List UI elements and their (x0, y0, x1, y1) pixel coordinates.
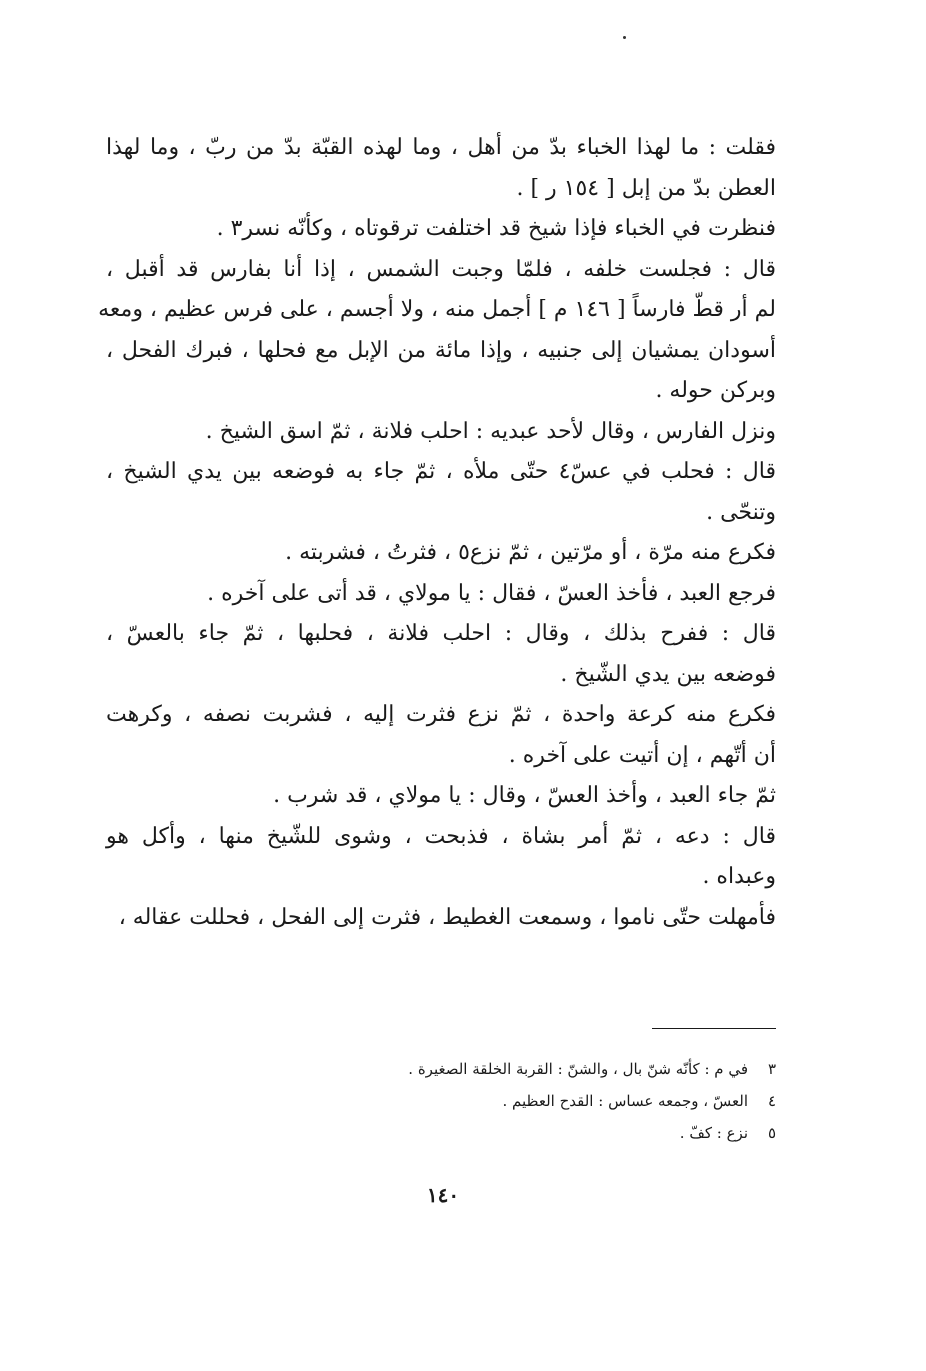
footnote (106, 1085, 776, 1117)
text-line: فنظرت في الخباء فإذا شيخ قد اختلفت ترقوتاه ، وكأنّه نسر٣ . (216, 216, 776, 241)
footnote-number: ٥ (767, 1124, 776, 1142)
footnote-text: نزع : كفّ . (679, 1124, 748, 1142)
text-line: العطن بدّ من إبل [ ١٥٤ ر ] . (516, 175, 776, 201)
text-line: قال : ففرح بذلك ، وقال : احلب فلانة ، فحلبها ، ثمّ جاء بالعسّ ، (106, 621, 776, 646)
text-line: لم أر قطّ فارساً [ ١٤٦ م ] أجمل منه ، ولا أجسم ، على فرس عظيم ، ومعه (98, 297, 776, 322)
text-line: وبركن حوله . (655, 378, 776, 403)
text-line: ونزل الفارس ، وقال لأحد عبديه : احلب فلانة ، ثمّ اسق الشيخ . (205, 418, 776, 444)
footnote (106, 1053, 776, 1085)
text-line: أسودان يمشيان إلى جنبيه ، وإذا مائة من الإبل مع فحلها ، فبرك الفحل ، (106, 337, 776, 363)
footnotes (106, 1053, 776, 1149)
text-line: فوضعه بين يدي الشّيخ . (560, 661, 776, 687)
footnote-text: العسّ ، وجمعه عساس : القدح العظيم . (502, 1092, 748, 1110)
footnote-number: ٤ (767, 1092, 776, 1110)
text-line: قال : فحلب في عسّ٤ حتّى ملأه ، ثمّ جاء به فوضعه بين يدي الشيخ ، (106, 459, 776, 484)
text-line: قال : دعه ، ثمّ أمر بشاة ، فذبحت ، وشوى للشّيخ منها ، وأكل هو (106, 823, 776, 849)
text-line: فأمهلت حتّى ناموا ، وسمعت الغطيط ، فثرت إلى الفحل ، فحللت عقاله ، (118, 904, 776, 930)
footnote-separator (652, 1028, 776, 1029)
ink-speck (623, 36, 626, 39)
page-number: ١٤٠ (426, 1183, 460, 1207)
footnote-number: ٣ (767, 1060, 776, 1078)
text-line: فكرع منه كرعة واحدة ، ثمّ نزع فثرت إليه ، فشربت نصفه ، وكرهت (106, 702, 776, 727)
text-line: فرجع العبد ، فأخذ العسّ ، فقال : يا مولاي ، قد أتى على آخره . (207, 580, 776, 606)
body-text (98, 128, 777, 938)
text-line: وعبداه . (702, 864, 776, 889)
text-line: فكرع منه مرّة ، أو مرّتين ، ثمّ نزع٥ ، فثرتُ ، فشربته . (285, 540, 776, 565)
text-line: قال : فجلست خلفه ، فلمّا وجبت الشمس ، إذا أنا بفارس قد أقبل ، (106, 256, 776, 282)
text-line: وتنحّى . (706, 499, 776, 525)
footnote (106, 1117, 776, 1149)
footnote-text: في م : كأنّه شنّ بال ، والشنّ : القربة الخلقة الصغيرة . (408, 1060, 748, 1078)
text-line: ثمّ جاء العبد ، وأخذ العسّ ، وقال : يا مولاي ، قد شرب . (273, 783, 776, 808)
text-line: أن أتّهم ، إن أتيت على آخره . (508, 742, 776, 768)
text-line: فقلت : ما لهذا الخباء بدّ من أهل ، وما لهذه القبّة بدّ من ربّ ، وما لهذا (106, 135, 777, 160)
